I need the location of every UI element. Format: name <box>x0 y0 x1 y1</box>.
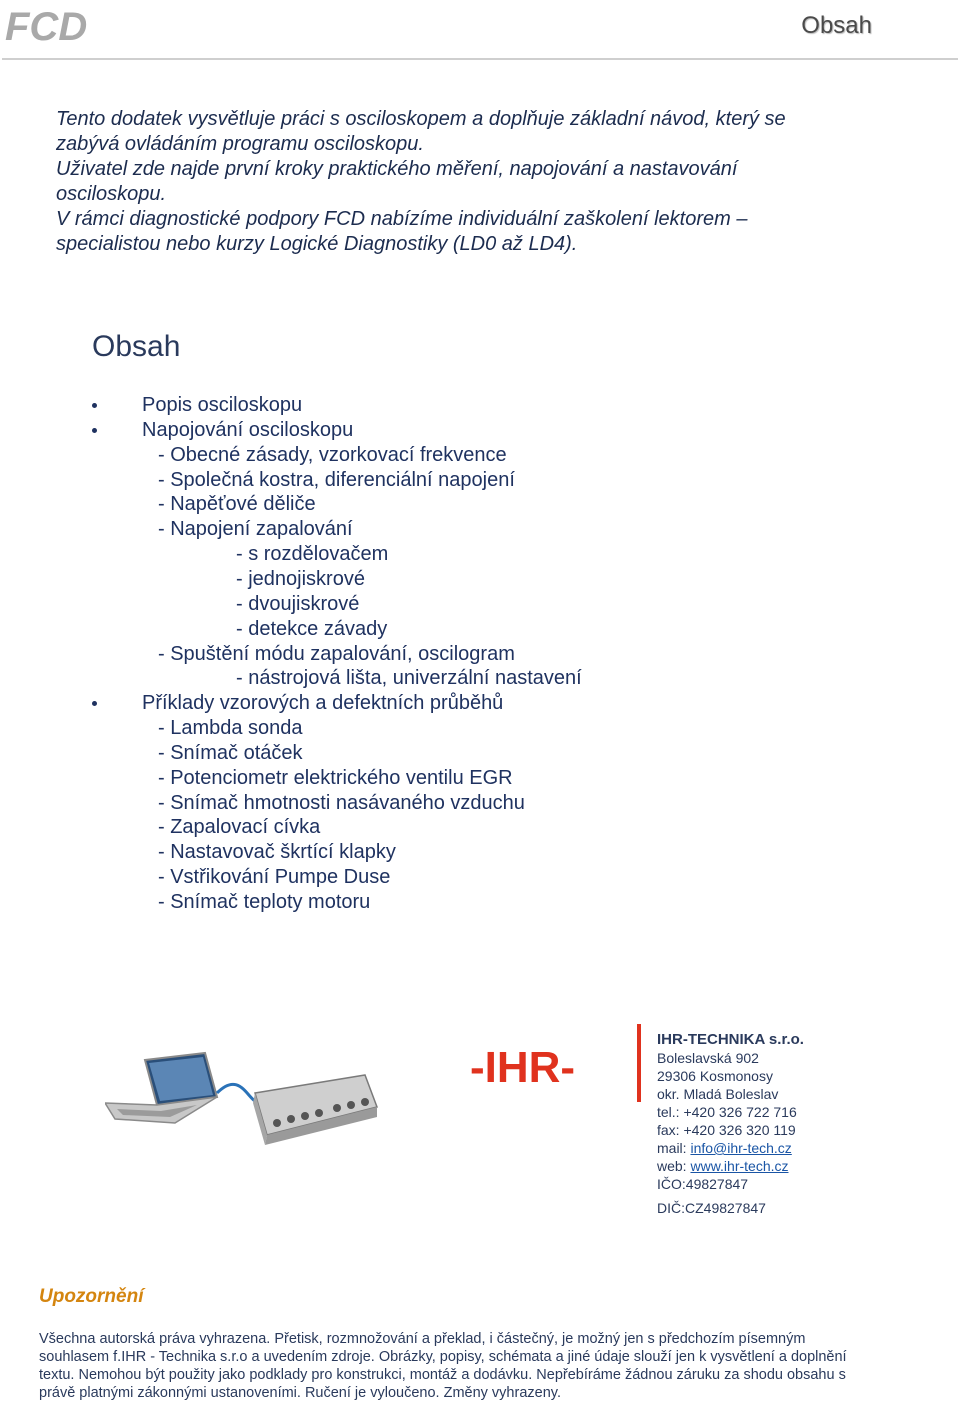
toc-item: - Společná kostra, diferenciální napojení <box>158 468 515 491</box>
oscilloscope-laptop-illustration <box>105 1045 395 1150</box>
header-divider <box>2 58 958 60</box>
intro-paragraph <box>56 107 916 257</box>
toc-item: - Vstřikování Pumpe Duse <box>158 866 391 889</box>
company-contact <box>657 1031 804 1217</box>
company-ico: IČO:49827847 <box>657 1176 749 1192</box>
toc-item: - Potenciometr elektrického ventilu EGR <box>158 766 513 789</box>
intro-line: V rámci diagnostické podpory FCD nabízíme individuální zaškolení lektorem – <box>56 208 748 230</box>
bullet-dot <box>92 701 97 706</box>
copyright-disclaimer <box>39 1330 919 1402</box>
svg-text:-IHR-: -IHR- <box>470 1043 576 1088</box>
mail-link[interactable]: info@ihr-tech.cz <box>690 1140 792 1156</box>
toc-item: - Snímač hmotnosti nasávaného vzduchu <box>158 791 525 814</box>
company-city: 29306 Kosmonosy <box>657 1068 773 1084</box>
toc-item: - Napojení zapalování <box>158 518 353 541</box>
company-mail-row <box>657 1139 804 1157</box>
company-district: okr. Mladá Boleslav <box>657 1086 779 1102</box>
toc-item: - nástrojová lišta, univerzální nastavení <box>236 667 582 690</box>
company-street: Boleslavská 902 <box>657 1050 759 1066</box>
bullet-dot <box>92 403 97 408</box>
disclaimer-line: Všechna autorská práva vyhrazena. Přetisk, rozmnožování a překlad, i částečný, je možný jen s předchozím písemným <box>39 1331 806 1347</box>
intro-line: osciloskopu. <box>56 183 167 205</box>
web-label: web: <box>657 1158 691 1174</box>
toc-item: Napojování osciloskopu <box>142 418 354 441</box>
header-title: Obsah <box>801 12 872 39</box>
bullet-dot <box>92 428 97 433</box>
toc-item: - jednojiskrové <box>236 567 365 590</box>
page-header <box>0 0 960 62</box>
toc-item: - detekce závady <box>236 617 388 640</box>
fcd-logo <box>3 2 93 46</box>
company-web-row <box>657 1157 804 1175</box>
toc-item: - Lambda sonda <box>158 717 303 740</box>
intro-line: Uživatel zde najde první kroky praktického měření, napojování a nastavování <box>56 158 738 180</box>
warning-title: Upozornění <box>39 1286 144 1307</box>
disclaimer-line: souhlasem f.IHR - Technika s.r.o a uvedením zdroje. Obrázky, popisy, schémata a jiné údaje slouží jen k vysvětlení a doplnění <box>39 1349 847 1365</box>
toc-item: - Spuštění módu zapalování, oscilogram <box>158 642 515 665</box>
mail-label: mail: <box>657 1140 691 1156</box>
ihr-red-divider <box>637 1024 641 1102</box>
toc-item: Popis osciloskopu <box>142 394 303 416</box>
ihr-logo <box>470 1042 615 1088</box>
toc-item: - s rozdělovačem <box>236 543 389 566</box>
toc-item: - Napěťové děliče <box>158 493 316 516</box>
toc-item: - Snímač teploty motoru <box>158 891 371 913</box>
web-link[interactable]: www.ihr-tech.cz <box>690 1158 789 1174</box>
disclaimer-line: textu. Nemohou být použity jako podklady pro konstrukci, montáž a dodávku. Nepřebíráme žádnou záruku za shodu obsahu s <box>39 1367 846 1383</box>
disclaimer-line: právě platnými zákonnými ustanoveními. Ručení je vyloučeno. Změny vyhrazeny. <box>39 1385 561 1401</box>
toc-item: - Snímač otáček <box>158 741 303 764</box>
toc-item: - Zapalovací cívka <box>158 816 321 839</box>
intro-line: specialistou nebo kurzy Logické Diagnostiky (LD0 až LD4). <box>56 233 578 255</box>
company-fax: fax: +420 326 320 119 <box>657 1122 796 1138</box>
intro-line: Tento dodatek vysvětluje práci s osciloskopem a doplňuje základní návod, který se <box>56 108 786 130</box>
toc-item: - Obecné zásady, vzorkovací frekvence <box>158 443 507 466</box>
svg-text:FCD: FCD <box>5 5 88 46</box>
company-name: IHR-TECHNIKA s.r.o. <box>657 1031 804 1048</box>
toc-item: Příklady vzorových a defektních průběhů <box>142 692 504 715</box>
company-phone: tel.: +420 326 722 716 <box>657 1104 797 1120</box>
intro-line: zabývá ovládáním programu osciloskopu. <box>56 133 424 155</box>
toc-item: - dvoujiskrové <box>236 592 360 615</box>
toc-title: Obsah <box>92 330 181 363</box>
toc-item: - Nastavovač škrtící klapky <box>158 841 396 864</box>
company-dic: DIČ:CZ49827847 <box>657 1200 766 1216</box>
